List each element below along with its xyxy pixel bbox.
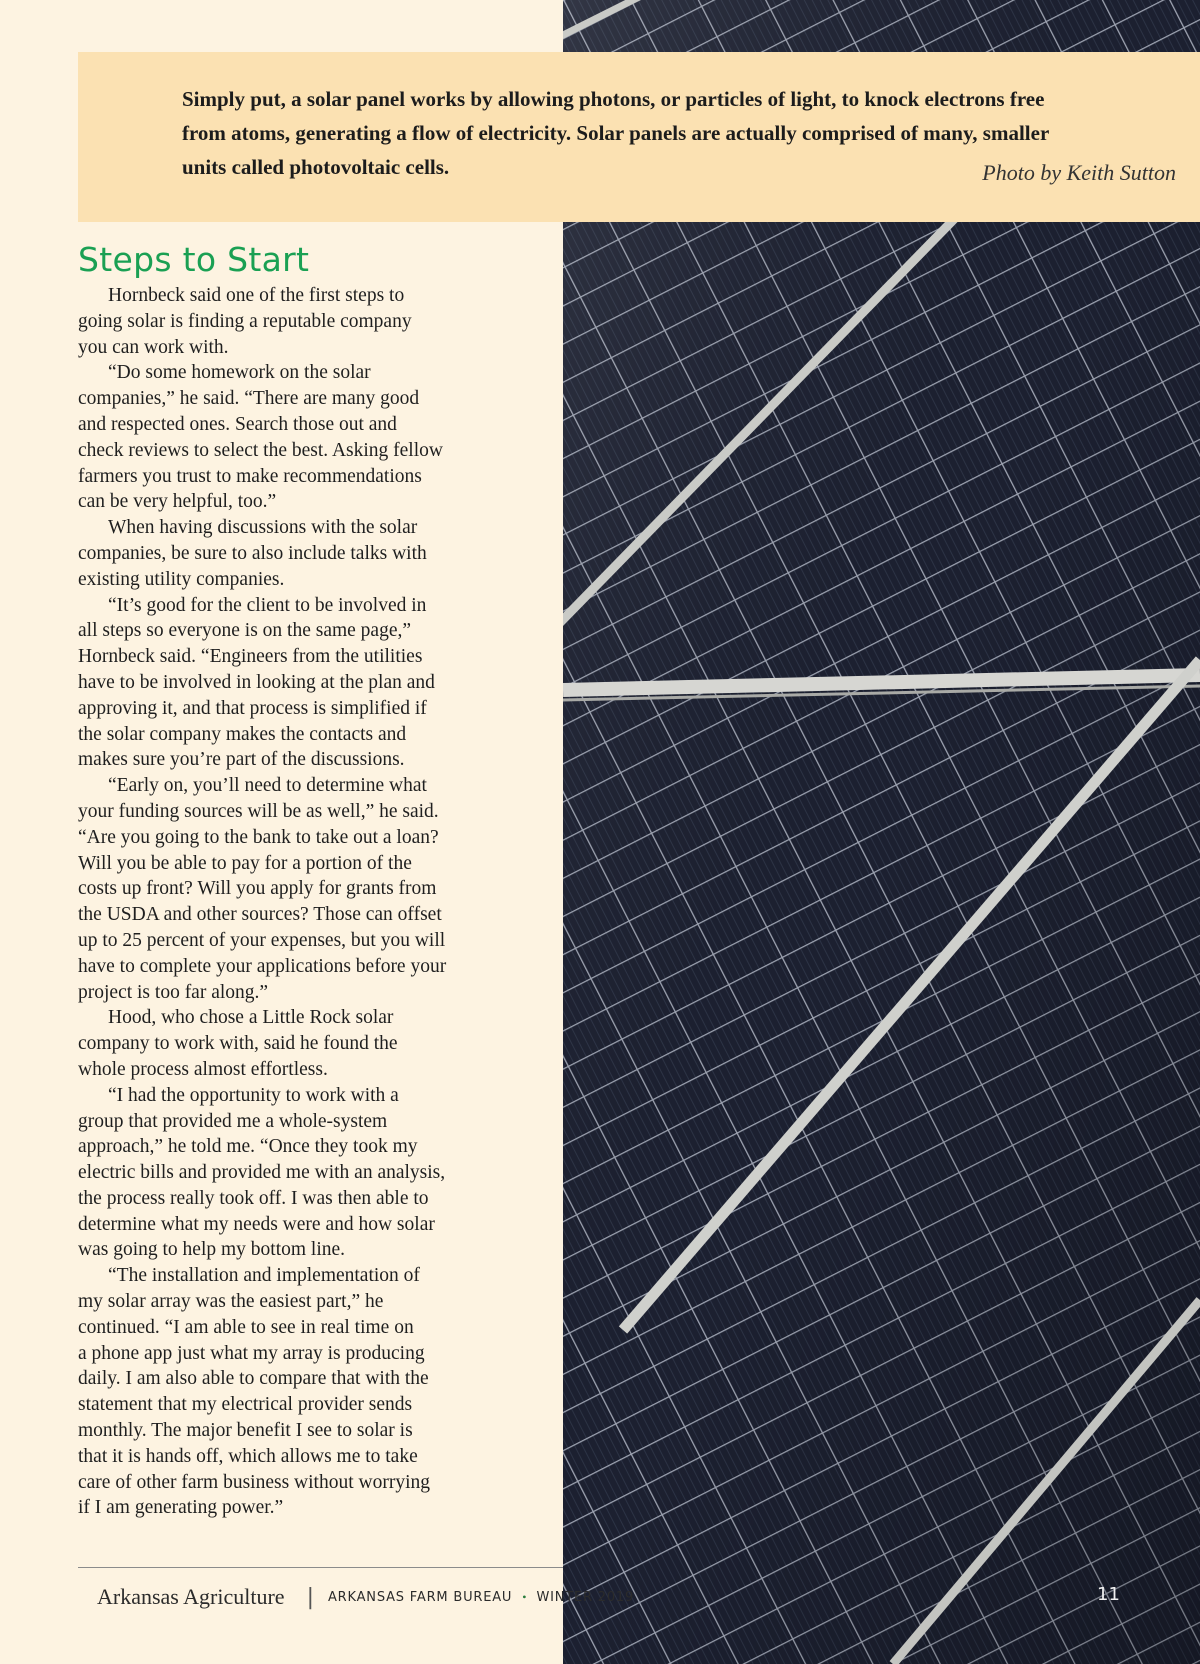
article-line: up to 25 percent of your expenses, but you will [78,929,446,951]
article-body [78,283,488,1521]
article-line: company to work with, said he found the [78,1033,398,1055]
article-line: my solar array was the easiest part,” he [78,1291,384,1313]
photo-credit: Photo by Keith Sutton [982,160,1176,185]
page-footer [97,1582,634,1612]
article-line: Will you be able to pay for a portion of the [78,852,412,874]
article-line: project is too far along.” [78,981,269,1003]
article-line: When having discussions with the solar [108,517,418,539]
article-line: a phone app just what my array is producing [78,1342,425,1364]
solar-panel-photo [563,0,1200,1664]
article-line: have to be involved in looking at the plan and [78,671,435,693]
photo-caption: Simply put, a solar panel works by allowing photons, or particles of light, to knock electrons free from atoms, generating a flow of electricity. Solar panels are actually comprised of many, smaller units called photovoltaic cells. [182,87,1049,179]
article-line: determine what my needs were and how solar [78,1213,435,1235]
article-line: the process really took off. I was then able to [78,1187,429,1209]
photo-caption-box [78,52,1200,222]
footer-magazine-title: Arkansas Agriculture [97,1584,285,1609]
article-line: check reviews to select the best. Asking fellow [78,439,443,461]
page-number: 11 [1097,1584,1120,1605]
article-line: “Are you going to the bank to take out a loan? [78,826,439,848]
article-line: companies, be sure to also include talks with [78,542,427,564]
article-line: group that provided me a whole-system [78,1110,388,1132]
article-line: approach,” he told me. “Once they took my [78,1136,418,1158]
article-line: and respected ones. Search those out and [78,413,397,435]
article-line: costs up front? Will you apply for grants from [78,878,437,900]
article-line: you can work with. [78,336,229,358]
article-line: statement that my electrical provider sends [78,1394,413,1416]
article-line: can be very helpful, too.” [78,491,277,513]
article-line: Hornbeck said one of the first steps to [108,285,405,306]
article-line: existing utility companies. [78,568,285,590]
footer-bullet: • [522,1589,527,1604]
article-line: the solar company makes the contacts and [78,723,407,745]
article-line: have to complete your applications before your [78,955,447,977]
article-line: that it is hands off, which allows me to take [78,1445,418,1467]
article-line: monthly. The major benefit I see to solar is [78,1420,413,1442]
article-line: the USDA and other sources? Those can offset [78,904,442,926]
article-line: farmers you trust to make recommendations [78,465,422,487]
article-line: continued. “I am able to see in real time on [78,1316,414,1338]
article-line: “Early on, you’ll need to determine what [108,775,427,797]
footer-season: WINTER 2019 [536,1589,635,1605]
footer-separator: | [306,1584,314,1610]
article-line: “Do some homework on the solar [108,362,371,384]
article-line: “I had the opportunity to work with a [108,1084,399,1106]
article-line: your funding sources will be as well,” he said. [78,800,439,822]
article-line: “The installation and implementation of [108,1265,420,1287]
article-line: whole process almost effortless. [78,1058,328,1080]
article-line: companies,” he said. “There are many good [78,388,420,410]
article-line: electric bills and provided me with an analysis, [78,1162,446,1184]
article-line: Hornbeck said. “Engineers from the utilities [78,646,423,668]
footer-organization: ARKANSAS FARM BUREAU [327,1589,513,1605]
article-line: Hood, who chose a Little Rock solar [108,1007,394,1029]
article-line: approving it, and that process is simplified if [78,697,427,719]
article-line: daily. I am also able to compare that with the [78,1368,429,1390]
article-line: all steps so everyone is on the same page,” [78,620,412,642]
footer-rule [78,1567,563,1568]
article-line: going solar is finding a reputable company [78,310,412,332]
section-heading: Steps to Start [78,240,310,279]
article-line: “It’s good for the client to be involved in [108,594,427,616]
article-line: makes sure you’re part of the discussions. [78,749,405,771]
article-line: if I am generating power.” [78,1497,284,1519]
article-line: was going to help my bottom line. [78,1239,346,1261]
article-line: care of other farm business without worrying [78,1471,430,1493]
